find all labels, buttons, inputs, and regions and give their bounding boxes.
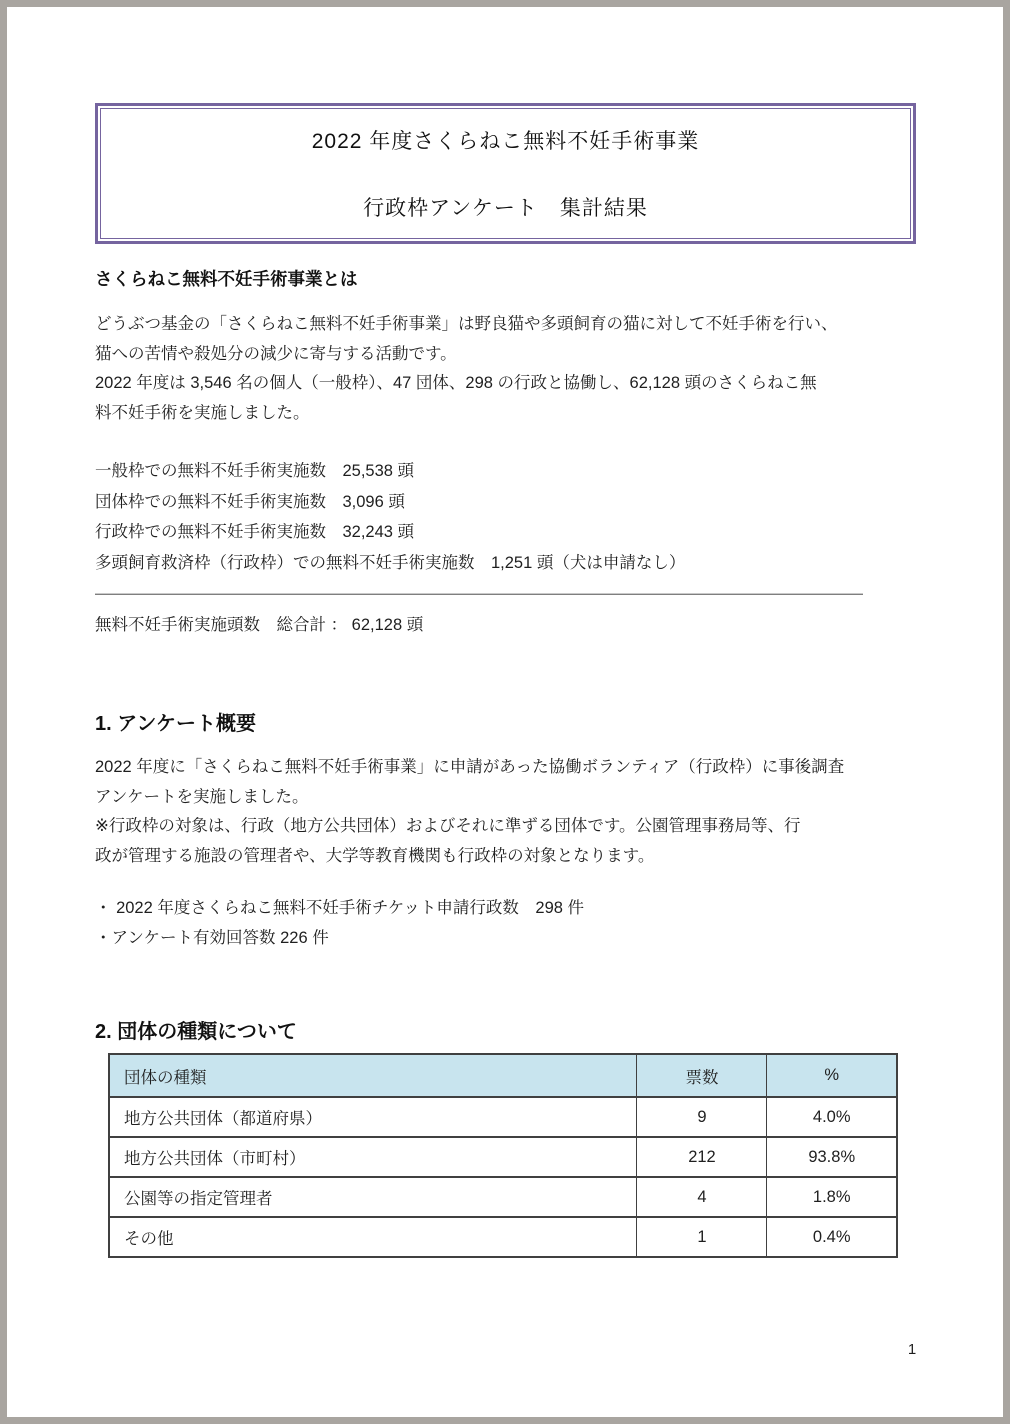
bullet-ticket-applications: ・ 2022 年度さくらねこ無料不妊手術チケット申請行政数 298 件 <box>95 899 585 917</box>
table-header-row <box>109 1054 897 1097</box>
table-row <box>109 1137 897 1177</box>
table-cell-label: 地方公共団体（市町村） <box>109 1137 637 1177</box>
stat-government-frame: 行政枠での無料不妊手術実施数 32,243 頭 <box>95 523 415 541</box>
intro-paragraph-line: 料不妊手術を実施しました。 <box>95 403 310 422</box>
table-cell-percent: 1.8% <box>767 1177 897 1217</box>
section1-bullets <box>95 893 933 953</box>
intro-paragraph-line: 猫への苦情や殺処分の減少に寄与する活動です。 <box>95 344 457 363</box>
intro-paragraph <box>95 310 933 428</box>
intro-heading: さくらねこ無料不妊手術事業とは <box>95 269 358 289</box>
table-cell-label: 公園等の指定管理者 <box>109 1177 637 1217</box>
section1-paragraph <box>95 753 933 871</box>
section1-heading: 1. アンケート概要 <box>95 713 257 735</box>
section2-heading: 2. 団体の種類について <box>95 1021 297 1043</box>
stat-multi-cat-rescue-frame: 多頭飼育救済枠（行政枠）での無料不妊手術実施数 1,251 頭（犬は申請なし） <box>95 553 686 572</box>
total-line: 無料不妊手術実施頭数 総合計 ： 62,128 頭 <box>95 616 424 634</box>
table-row <box>109 1097 897 1137</box>
table-cell-label: 地方公共団体（都道府県） <box>109 1097 637 1137</box>
table-row <box>109 1217 897 1257</box>
intro-paragraph-line: どうぶつ基金の「さくらねこ無料不妊手術事業」は野良猫や多頭飼育の猫に対して不妊手術を行い、 <box>95 315 838 333</box>
table-cell-percent: 93.8% <box>767 1137 897 1177</box>
section1-paragraph-line: ※行政枠の対象は、行政（地方公共団体）およびそれに準ずる団体です。公園管理事務局等、行 <box>95 817 801 835</box>
separator-line <box>95 593 863 595</box>
table-cell-votes: 9 <box>637 1097 767 1137</box>
document-title-line2: 行政枠アンケート 集計結果 <box>363 197 648 220</box>
table-row <box>109 1177 897 1217</box>
table-cell-votes: 212 <box>637 1137 767 1177</box>
document-title-line1: 2022 年度さくらねこ無料不妊手術事業 <box>311 130 700 153</box>
section1-paragraph-line: アンケートを実施しました。 <box>95 787 309 806</box>
section1-paragraph-line: 政が管理する施設の管理者や、大学等教育機関も行政枠の対象となります。 <box>95 846 655 865</box>
surgery-stats-list <box>95 456 933 578</box>
title-box-inner <box>100 108 911 239</box>
table-cell-label: その他 <box>109 1217 637 1257</box>
page-number: 1 <box>907 1341 917 1358</box>
table-header-organization-type: 団体の種類 <box>109 1054 637 1097</box>
table-cell-percent: 4.0% <box>767 1097 897 1137</box>
bullet-valid-responses: ・アンケート有効回答数 226 件 <box>95 929 329 947</box>
section1-paragraph-line: 2022 年度に「さくらねこ無料不妊手術事業」に申請があった協働ボランティア（行政枠）に事後調査 <box>95 758 845 776</box>
table-header-percent: % <box>767 1054 897 1097</box>
title-box <box>95 103 916 244</box>
intro-paragraph-line: 2022 年度は 3,546 名の個人（一般枠）、47 団体、298 の行政と協働し、62,128 頭のさくらねこ無 <box>95 374 817 392</box>
stat-general-frame: 一般枠での無料不妊手術実施数 25,538 頭 <box>95 462 415 480</box>
stat-group-frame: 団体枠での無料不妊手術実施数 3,096 頭 <box>95 492 405 511</box>
organization-type-table <box>108 1053 898 1258</box>
table-cell-votes: 4 <box>637 1177 767 1217</box>
table-cell-percent: 0.4% <box>767 1217 897 1257</box>
table-header-votes: 票数 <box>637 1054 767 1097</box>
table-cell-votes: 1 <box>637 1217 767 1257</box>
